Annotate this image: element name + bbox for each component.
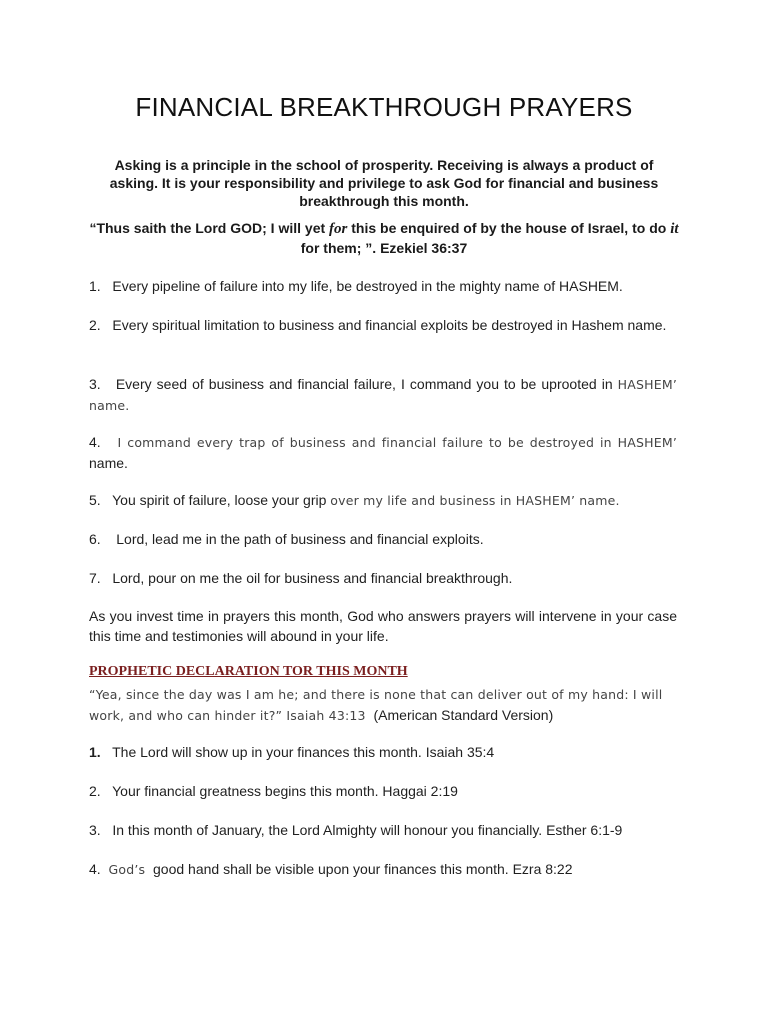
prayer-item — [89, 432, 677, 473]
declaration-verse — [89, 684, 677, 726]
prayer-text-light: over my life and business in HASHEM’ name. — [330, 493, 620, 508]
declaration-number: 2. — [89, 783, 101, 799]
prayer-text: name. — [89, 455, 128, 471]
quote-part: “Thus saith the Lord GOD; I will yet — [89, 220, 330, 236]
prayer-item — [89, 276, 677, 296]
prayer-text-light: HASHEM’ name. — [89, 377, 677, 413]
prayer-text: Every spiritual limitation to business and financial exploits be destroyed in Hashem name. — [112, 317, 667, 333]
declaration-number: 1. — [89, 744, 101, 760]
prayer-text: Every pipeline of failure into my life, be destroyed in the mighty name of HASHEM. — [112, 278, 623, 294]
declaration-text: Your financial greatness begins this month. Haggai 2:19 — [112, 783, 458, 799]
prayer-number: 5. — [89, 492, 101, 508]
prayer-item — [89, 374, 677, 416]
scripture-quote — [88, 219, 680, 258]
prayer-text-light: I command every trap of business and financial failure to be destroyed in HASHEM’ — [117, 435, 677, 450]
quote-emphasis: for — [329, 221, 348, 237]
declaration-heading: PROPHETIC DECLARATION TOR THIS MONTH — [89, 664, 408, 679]
prayer-item — [89, 568, 677, 588]
verse-version: (American Standard Version) — [373, 707, 554, 723]
prayer-text: Lord, lead me in the path of business and financial exploits. — [116, 531, 484, 547]
prayer-number: 3. — [89, 376, 101, 392]
declaration-number: 4. — [89, 861, 101, 877]
declaration-text: good hand shall be visible upon your finances this month. Ezra 8:22 — [153, 861, 573, 877]
prayer-number: 2. — [89, 317, 101, 333]
prayer-item — [89, 315, 677, 335]
declaration-text: In this month of January, the Lord Almighty will honour you financially. Esther 6:1-9 — [112, 822, 623, 838]
declaration-text: The Lord will show up in your finances this month. Isaiah 35:4 — [112, 744, 495, 760]
prayer-number: 4. — [89, 434, 101, 450]
closing-paragraph: As you invest time in prayers this month, God who answers prayers will intervene in your case this time and testimonies will abound in your life. — [89, 608, 677, 644]
intro-paragraph: Asking is a principle in the school of prosperity. Receiving is always a product of asking. It is your responsibility and privilege to ask God for financial and business breakthrough this month. — [109, 157, 659, 209]
declaration-number: 3. — [89, 822, 101, 838]
prayer-text: Every seed of business and financial failure, I command you to be uprooted in — [115, 376, 613, 392]
quote-part: this be enquired of by the house of Israel, to do — [347, 220, 671, 236]
declaration-item — [89, 820, 677, 840]
prayer-number: 1. — [89, 278, 101, 294]
prayer-text: Lord, pour on me the oil for business and financial breakthrough. — [112, 570, 513, 586]
quote-part: for them; ”. Ezekiel 36:37 — [300, 240, 468, 256]
declaration-item — [89, 781, 677, 801]
prayer-item — [89, 490, 677, 511]
prayer-text: You spirit of failure, loose your grip — [112, 492, 327, 508]
declaration-item — [89, 859, 677, 880]
prayer-number: 6. — [89, 531, 101, 547]
verse-text: “Yea, since the day was I am he; and there is none that can deliver out of my hand: I will work, and who can hinder it?” Isaiah 43:13 — [89, 687, 663, 723]
declaration-item — [89, 742, 677, 762]
declaration-text-light: God’s — [108, 862, 146, 877]
page-title: FINANCIAL BREAKTHROUGH PRAYERS — [135, 92, 633, 122]
prayer-item — [89, 529, 677, 549]
prayer-number: 7. — [89, 570, 101, 586]
quote-emphasis: it — [670, 221, 679, 237]
